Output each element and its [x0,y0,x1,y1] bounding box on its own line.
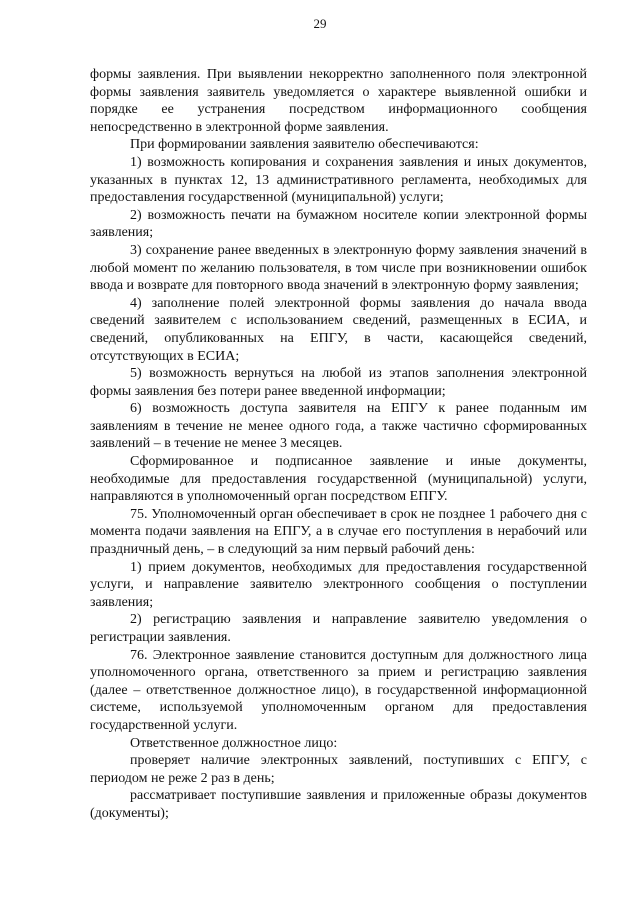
section-75-item-1: 1) прием документов, необходимых для предоставления государственной услуги, и направление заявителю электронного сообщения о поступлении заявления; [90,559,587,610]
document-body [90,66,587,823]
paragraph-continuation: формы заявления. При выявлении некорректно заполненного поля электронной формы заявления заявитель уведомляется о характере выявленной ошибки и порядке ее устранения посредством информационного сообщения непосредственно в электронной форме заявления. [90,67,587,135]
list-item-3: 3) сохранение ранее введенных в электронную форму заявления значений в любой момент по желанию пользователя, в том числе при возникновении ошибок ввода и возврате для повторного ввода значений в электронную форму заявления; [90,242,587,294]
list-item-1: 1) возможность копирования и сохранения заявления и иных документов, указанных в пунктах 12, 13 административного регламента, необходимых для предоставления государственной (муниципальной) услуги; [90,154,587,206]
section-75-item-2: 2) регистрацию заявления и направление заявителю уведомления о регистрации заявления. [90,612,587,645]
duty-check-applications: проверяет наличие электронных заявлений, поступивших с ЕПГУ, с периодом не реже 2 раз в день; [90,753,587,786]
list-item-6: 6) возможность доступа заявителя на ЕПГУ к ранее поданным им заявлениям в течение не менее одного года, а также частично сформированных заявлений – в течение не менее 3 месяцев. [90,401,587,452]
page-number: 29 [313,16,327,31]
list-item-4: 4) заполнение полей электронной формы заявления до начала ввода сведений заявителем с использованием сведений, размещенных в ЕСИА, и сведений, опубликованных на ЕПГУ, в части, касающейся сведений, отсутствующих в ЕСИА; [90,295,587,364]
paragraph-submission: Сформированное и подписанное заявление и иные документы, необходимые для предоставления государственной (муниципальной) услуги, направляются в уполномоченный орган посредством ЕПГУ. [90,454,587,505]
section-75: 75. Уполномоченный орган обеспечивает в срок не позднее 1 рабочего дня с момента подачи заявления на ЕПГУ, а в случае его поступления в нерабочий или праздничный день, – в следующий за ним первый рабочий день: [90,506,587,558]
list-item-5: 5) возможность вернуться на любой из этапов заполнения электронной формы заявления без потери ранее введенной информации; [90,366,587,399]
duty-review-applications: рассматривает поступившие заявления и приложенные образы документов (документы); [90,788,587,821]
section-76: 76. Электронное заявление становится доступным для должностного лица уполномоченного органа, ответственного за прием и регистрацию заявления (далее – ответственное должностное лицо), в государственной информационной системе, используемой уполномоченным органом для предоставления государственной услуги. [90,647,587,733]
paragraph-intro: При формировании заявления заявителю обеспечиваются: [130,137,479,153]
responsible-official-heading: Ответственное должностное лицо: [130,735,338,751]
list-item-2: 2) возможность печати на бумажном носителе копии электронной формы заявления; [90,207,587,241]
